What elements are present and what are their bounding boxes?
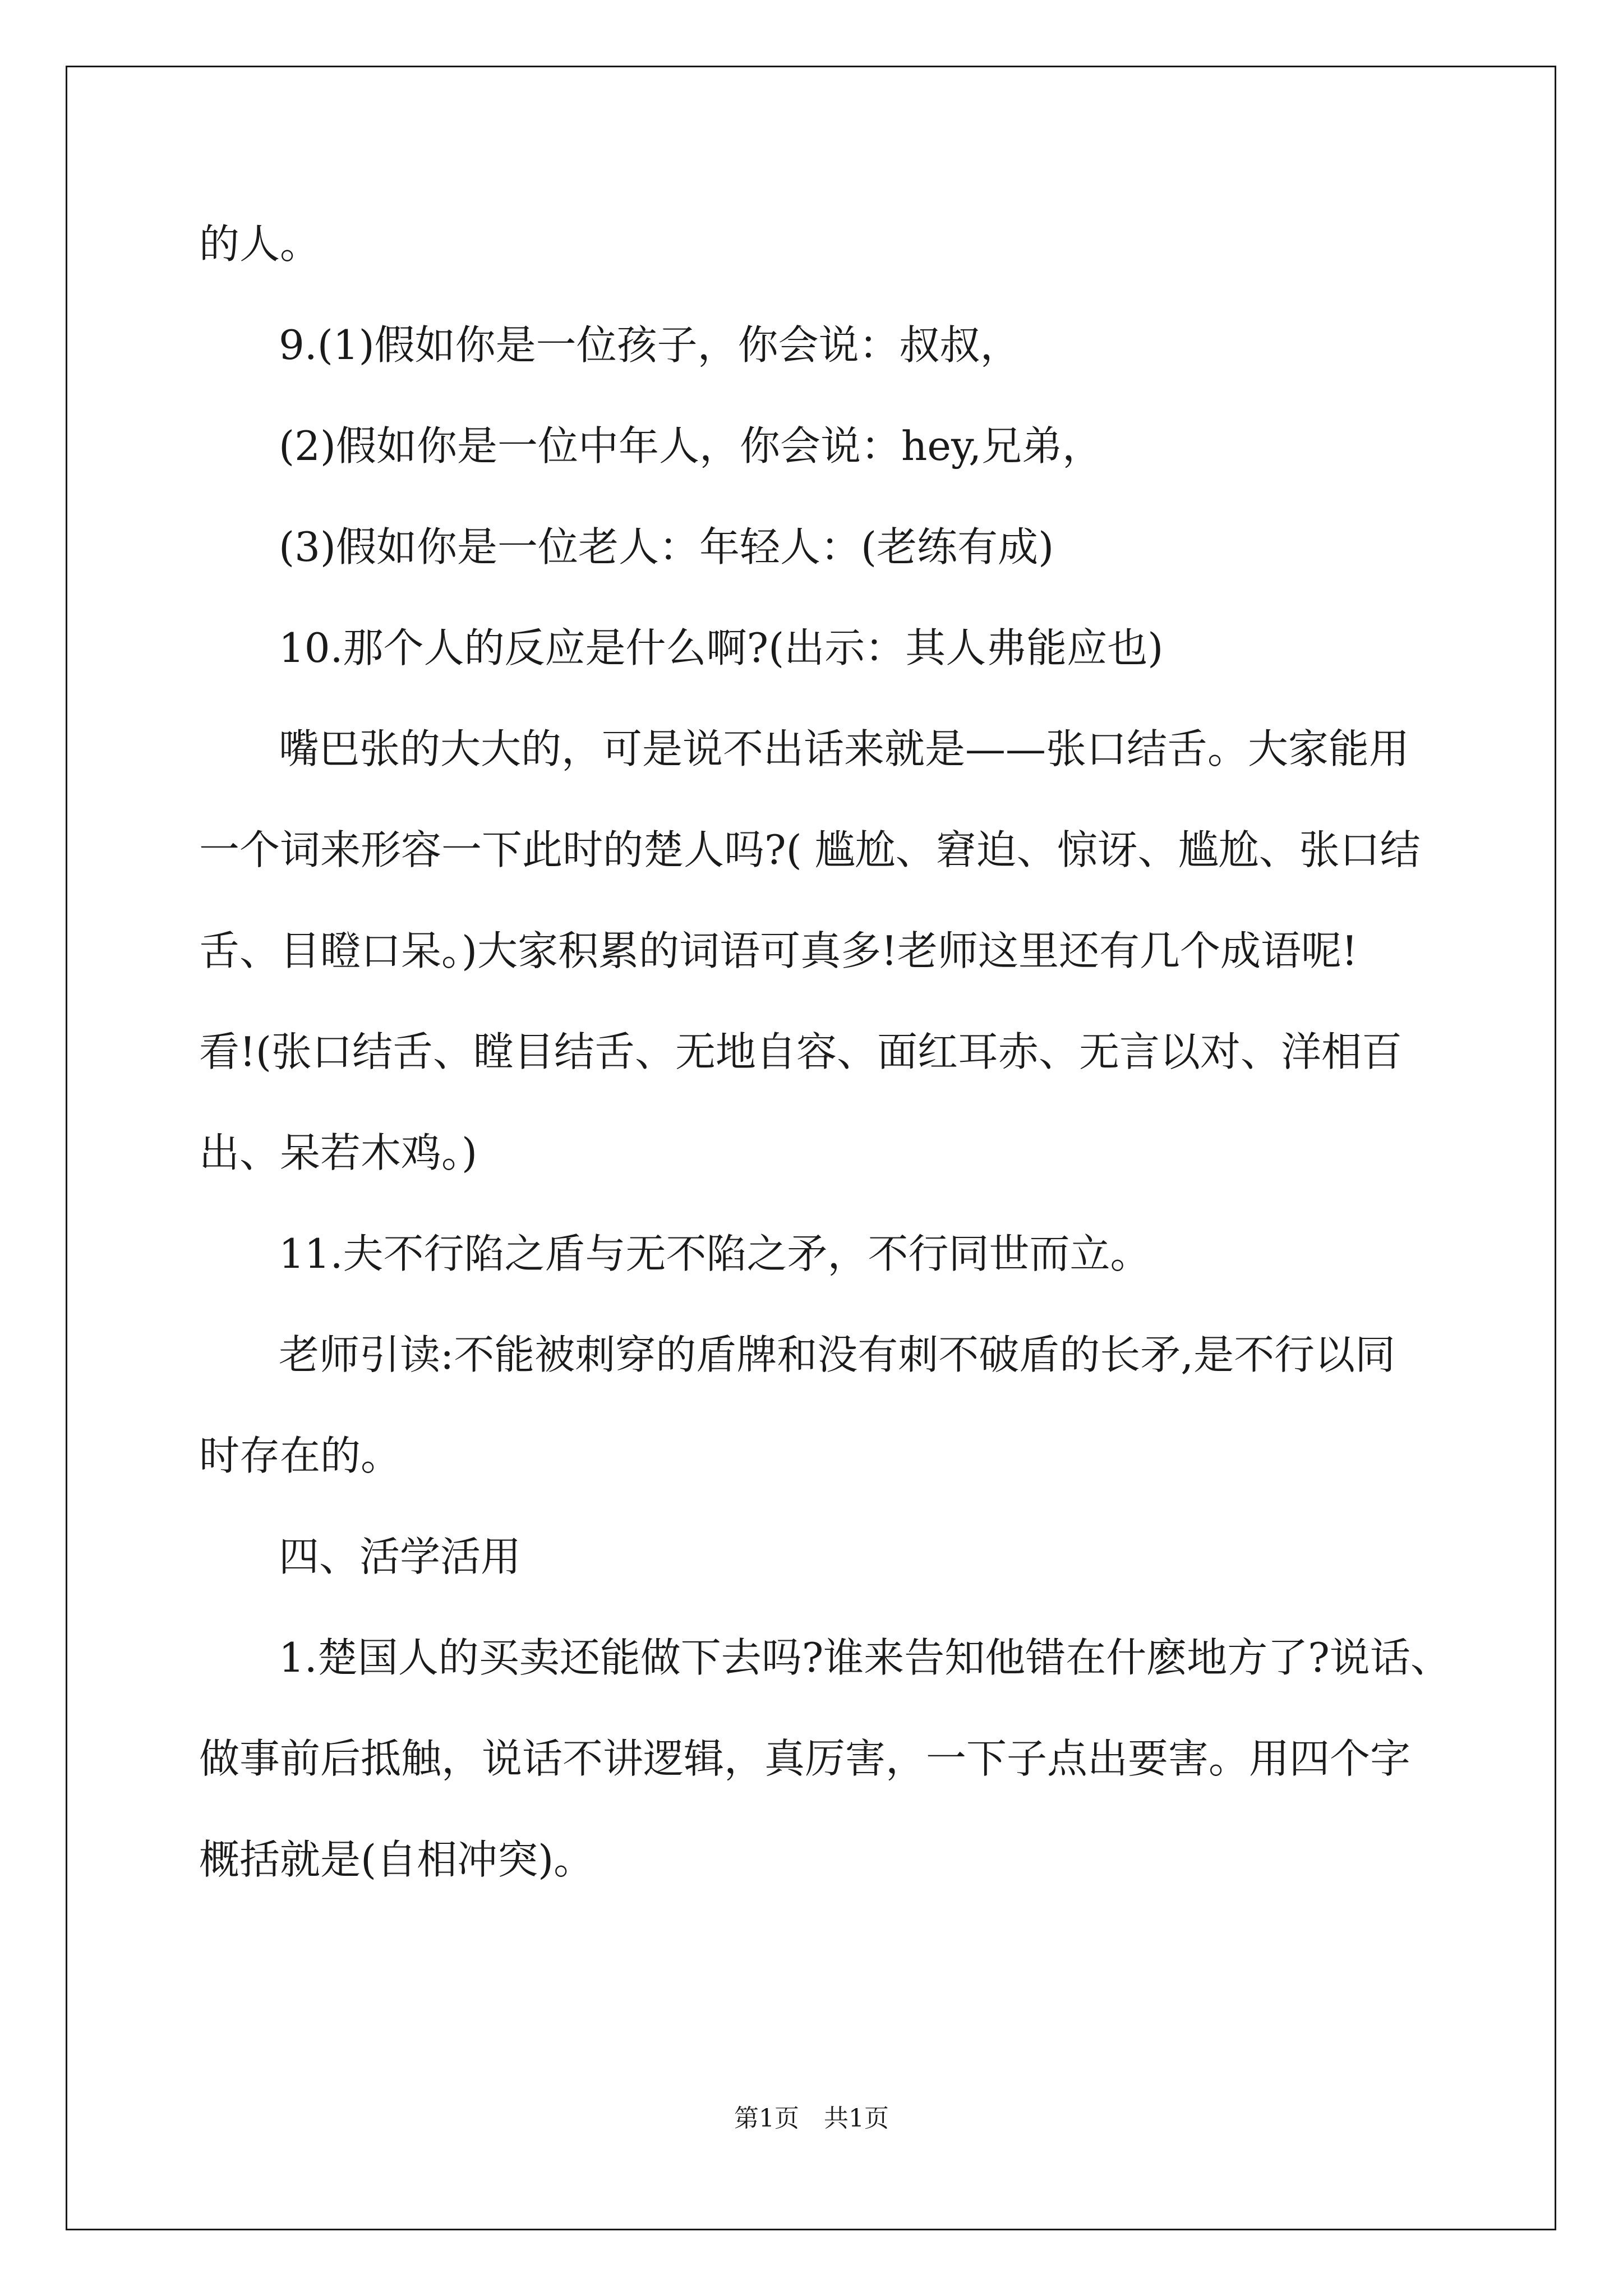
text-line: 做事前后抵触，说话不讲逻辑，真厉害，一下子点出要害。用四个字 (199, 1735, 1411, 1782)
text-line: 9.(1)假如你是一位孩子，你会说：叔叔， (279, 321, 1021, 369)
text-line: 10.那个人的反应是什么啊?(出示：其人弗能应也) (279, 624, 1164, 671)
text-line: 1.楚国人的买卖还能做下去吗?谁来告知他错在什麽地方了?说话、 (279, 1634, 1451, 1681)
section-heading: 四、活学活用 (279, 1533, 522, 1580)
text-line: 的人。 (199, 220, 321, 268)
text-line: 舌、目瞪口呆。)大家积累的词语可真多!老师这里还有几个成语呢! (199, 927, 1358, 974)
text-line: 11.夫不行陷之盾与无不陷之矛，不行同世而立。 (279, 1230, 1151, 1277)
text-line: 看!(张口结舌、瞠目结舌、无地自容、面红耳赤、无言以对、洋相百 (199, 1028, 1403, 1075)
text-line: 一个词来形容一下此时的楚人吗?( 尴尬、窘迫、惊讶、尴尬、张口结 (199, 826, 1421, 873)
text-line: 嘴巴张的大大的，可是说不出话来就是——张口结舌。大家能用 (279, 725, 1410, 772)
page-number: 第1页 共1页 (734, 2104, 889, 2133)
text-line: 概括就是(自相冲突)。 (199, 1836, 594, 1883)
text-line: 老师引读:不能被刺穿的盾牌和没有刺不破盾的长矛,是不行以同 (279, 1331, 1396, 1378)
text-line: 出、呆若木鸡。) (199, 1129, 478, 1176)
text-line: (2)假如你是一位中年人，你会说：hey,兄弟， (279, 422, 1103, 470)
text-line: (3)假如你是一位老人：年轻人：(老练有成) (279, 523, 1054, 570)
text-line: 时存在的。 (199, 1432, 402, 1479)
